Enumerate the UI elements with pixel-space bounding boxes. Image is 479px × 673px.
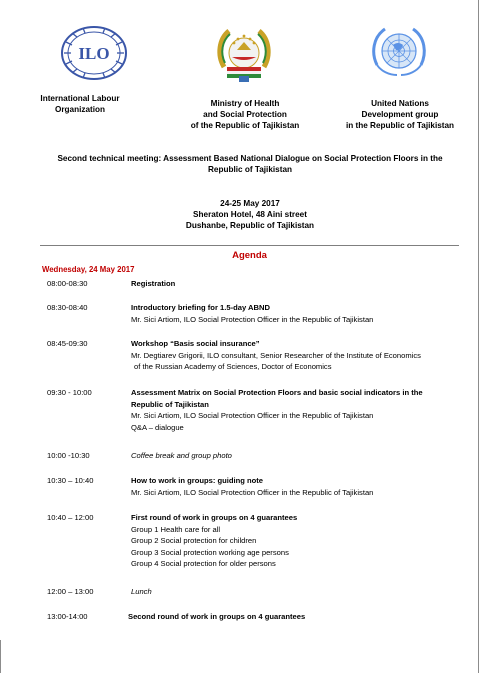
item-time: 13:00-14:00 bbox=[47, 612, 88, 621]
item-line: Q&A – dialogue bbox=[131, 422, 184, 432]
item-body bbox=[131, 387, 431, 433]
item-time: 08:00-08:30 bbox=[47, 279, 88, 288]
day-heading: Wednesday, 24 May 2017 bbox=[42, 265, 135, 274]
item-time: 08:45-09:30 bbox=[47, 339, 88, 348]
item-title: First round of work in groups on 4 guarantees bbox=[131, 513, 298, 522]
page-edge-left bbox=[0, 640, 1, 673]
item-title: Lunch bbox=[131, 587, 152, 596]
agenda-heading: Agenda bbox=[232, 250, 267, 261]
agenda-divider bbox=[40, 245, 459, 246]
item-body bbox=[131, 338, 461, 373]
item-body bbox=[131, 278, 461, 290]
event-dates: 24-25 May 2017 bbox=[220, 199, 280, 208]
item-title: Registration bbox=[131, 279, 176, 288]
event-city: Dushanbe, Republic of Tajikistan bbox=[185, 221, 315, 230]
item-line: Mr. Sici Artiom, ILO Social Protection Officer in the Republic of Tajikistan bbox=[131, 411, 374, 420]
event-details bbox=[40, 198, 460, 231]
item-body bbox=[131, 512, 461, 570]
item-body bbox=[131, 450, 461, 462]
org-ministry: Ministry of Health and Social Protection of the Republic of Tajikistan bbox=[190, 99, 300, 130]
item-body bbox=[128, 611, 458, 623]
item-title: Introductory briefing for 1.5-day ABND bbox=[131, 303, 270, 312]
item-title: Coffee break and group photo bbox=[131, 451, 232, 460]
item-line: Mr. Sici Artiom, ILO Social Protection Officer in the Republic of Tajikistan bbox=[131, 314, 374, 324]
tajikistan-emblem bbox=[215, 23, 273, 83]
item-time: 09:30 - 10:00 bbox=[47, 388, 92, 397]
item-title: Second round of work in groups on 4 guarantees bbox=[128, 612, 306, 621]
item-line: Group 3 Social protection working age persons bbox=[131, 547, 289, 557]
un-emblem bbox=[367, 23, 431, 83]
item-time: 10:00 -10:30 bbox=[47, 451, 90, 460]
item-body bbox=[131, 586, 461, 598]
item-line: Group 2 Social protection for children bbox=[131, 536, 257, 545]
item-line: Group 1 Health care for all bbox=[131, 524, 221, 534]
svg-text:ILO: ILO bbox=[78, 44, 110, 63]
item-line: of the Russian Academy of Sciences, Doctor of Economics bbox=[134, 362, 332, 371]
item-time: 08:30-08:40 bbox=[47, 303, 88, 312]
org-un: United Nations Development group in the Republic of Tajikistan bbox=[345, 99, 455, 130]
item-body bbox=[131, 302, 461, 325]
meeting-title: Second technical meeting: Assessment Based National Dialogue on Social Protection Floors in the Republic of Tajikistan bbox=[57, 154, 443, 174]
item-title: Workshop “Basis social insurance” bbox=[131, 339, 260, 348]
org-ilo: International Labour Organization bbox=[40, 94, 120, 114]
item-line: Group 4 Social protection for older persons bbox=[131, 559, 276, 568]
item-line: Mr. Sici Artiom, ILO Social Protection Officer in the Republic of Tajikistan bbox=[131, 487, 374, 497]
ilo-logo bbox=[58, 24, 130, 82]
item-time: 10:30 – 10:40 bbox=[47, 476, 94, 485]
item-time: 12:00 – 13:00 bbox=[47, 587, 94, 596]
item-time: 10:40 – 12:00 bbox=[47, 513, 94, 522]
item-title: Assessment Matrix on Social Protection Floors and basic social indicators in the Republic of Tajikistan bbox=[131, 388, 423, 409]
item-line: Mr. Degtiarev Grigorii, ILO consultant, Senior Researcher of the Institute of Economics bbox=[131, 350, 421, 360]
event-venue: Sheraton Hotel, 48 Aini street bbox=[193, 210, 307, 219]
item-body bbox=[131, 475, 461, 498]
item-title: How to work in groups: guiding note bbox=[131, 476, 264, 485]
